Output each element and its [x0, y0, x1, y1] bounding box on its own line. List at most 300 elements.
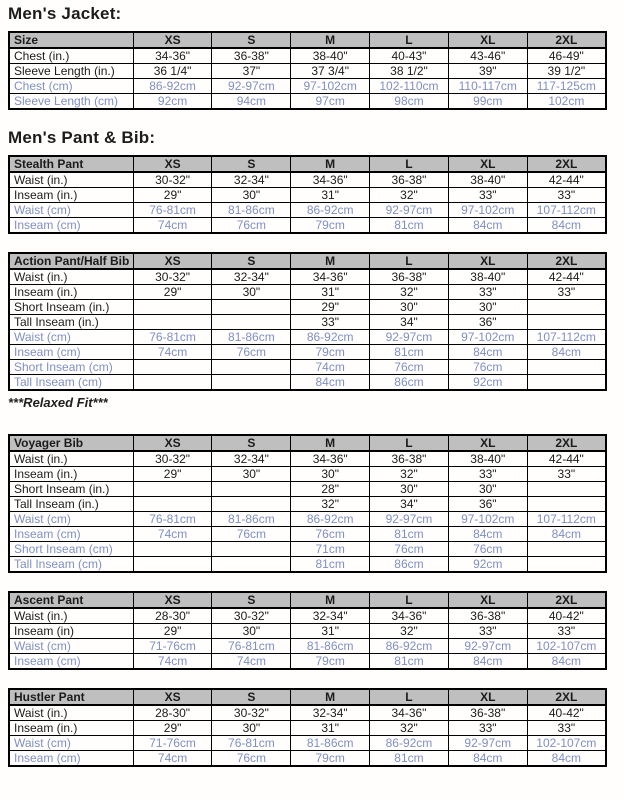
size-value-cell: 29" — [133, 721, 212, 736]
size-value-cell: 40-43" — [370, 48, 449, 64]
size-value-cell: 76-81cm — [133, 203, 212, 218]
row-label: Waist (in.) — [9, 172, 133, 188]
header-row — [9, 592, 606, 608]
size-value-cell: 92cm — [133, 94, 212, 110]
size-value-cell: 32-34" — [291, 608, 370, 624]
row-label: Waist (cm) — [9, 512, 133, 527]
column-header-m: M — [291, 435, 370, 451]
size-value-cell: 76-81cm — [133, 330, 212, 345]
size-value-cell: 97-102cm — [448, 330, 527, 345]
size-value-cell: 34-36" — [133, 48, 212, 64]
size-value-cell: 36" — [448, 315, 527, 330]
size-value-cell: 30" — [448, 482, 527, 497]
column-header-2xl: 2XL — [527, 689, 606, 705]
row-label: Inseam (in.) — [9, 188, 133, 203]
size-value-cell — [527, 482, 606, 497]
size-value-cell: 33" — [448, 188, 527, 203]
table-title-cell: Action Pant/Half Bib — [9, 253, 133, 269]
table-row-inseam-in — [9, 285, 606, 300]
size-value-cell: 76-81cm — [212, 736, 291, 751]
table-row-sleeve-length-cm — [9, 94, 606, 110]
size-value-cell: 102-107cm — [527, 639, 606, 654]
table-row-waist-cm — [9, 736, 606, 751]
table-row-waist-in — [9, 269, 606, 285]
size-value-cell: 79cm — [291, 751, 370, 767]
size-value-cell: 74cm — [133, 218, 212, 234]
size-value-cell: 76-81cm — [133, 512, 212, 527]
size-value-cell: 92-97cm — [448, 736, 527, 751]
size-value-cell: 40-42" — [527, 608, 606, 624]
row-label: Short Inseam (in.) — [9, 300, 133, 315]
size-value-cell: 97-102cm — [448, 203, 527, 218]
size-value-cell: 42-44" — [527, 451, 606, 467]
size-value-cell: 36-38" — [448, 608, 527, 624]
size-value-cell: 30" — [448, 300, 527, 315]
size-value-cell — [212, 360, 291, 375]
table-row-chest-in — [9, 48, 606, 64]
table-row-sleeve-length-in — [9, 64, 606, 79]
size-value-cell: 30-32" — [212, 608, 291, 624]
size-value-cell: 92cm — [448, 375, 527, 391]
size-table-hustler-pant — [8, 688, 607, 767]
size-value-cell: 30-32" — [133, 172, 212, 188]
size-value-cell: 84cm — [527, 345, 606, 360]
size-value-cell: 34-36" — [291, 451, 370, 467]
size-value-cell: 33" — [527, 467, 606, 482]
column-header-xl: XL — [448, 689, 527, 705]
table-row-short-inseam-in — [9, 482, 606, 497]
size-value-cell: 84cm — [527, 218, 606, 234]
column-header-m: M — [291, 32, 370, 48]
size-value-cell: 30" — [370, 300, 449, 315]
size-value-cell: 74cm — [212, 654, 291, 670]
size-value-cell: 86-92cm — [291, 203, 370, 218]
row-label: Inseam (in) — [9, 624, 133, 639]
size-value-cell: 107-112cm — [527, 203, 606, 218]
row-label: Inseam (cm) — [9, 654, 133, 670]
header-row — [9, 32, 606, 48]
column-header-xs: XS — [133, 253, 212, 269]
table-row-short-inseam-in — [9, 300, 606, 315]
size-value-cell: 81cm — [370, 751, 449, 767]
table-row-waist-cm — [9, 512, 606, 527]
row-label: Inseam (cm) — [9, 751, 133, 767]
table-row-waist-cm — [9, 330, 606, 345]
size-value-cell: 79cm — [291, 218, 370, 234]
column-header-s: S — [212, 156, 291, 172]
table-row-short-inseam-cm — [9, 360, 606, 375]
table-title-cell: Hustler Pant — [9, 689, 133, 705]
row-label: Inseam (in.) — [9, 467, 133, 482]
size-value-cell: 92cm — [448, 557, 527, 573]
size-value-cell: 36-38" — [212, 48, 291, 64]
size-value-cell: 33" — [527, 624, 606, 639]
column-header-l: L — [370, 253, 449, 269]
size-value-cell: 107-112cm — [527, 512, 606, 527]
size-value-cell: 76cm — [212, 527, 291, 542]
size-value-cell: 33" — [448, 721, 527, 736]
table-row-inseam-cm — [9, 527, 606, 542]
size-value-cell — [133, 300, 212, 315]
size-value-cell: 36" — [448, 497, 527, 512]
size-value-cell: 28-30" — [133, 705, 212, 721]
table-row-waist-in — [9, 705, 606, 721]
size-value-cell: 86-92cm — [133, 79, 212, 94]
table-row-tall-inseam-cm — [9, 375, 606, 391]
size-value-cell: 30" — [212, 285, 291, 300]
column-header-m: M — [291, 253, 370, 269]
size-value-cell: 31" — [291, 188, 370, 203]
size-value-cell: 76cm — [448, 360, 527, 375]
column-header-l: L — [370, 435, 449, 451]
size-value-cell: 92-97cm — [212, 79, 291, 94]
size-value-cell: 38-40" — [448, 451, 527, 467]
size-value-cell: 99cm — [448, 94, 527, 110]
row-label: Chest (cm) — [9, 79, 133, 94]
size-value-cell: 81cm — [370, 527, 449, 542]
size-value-cell: 79cm — [291, 654, 370, 670]
table-row-inseam-cm — [9, 751, 606, 767]
size-value-cell: 33" — [448, 624, 527, 639]
size-value-cell: 97-102cm — [291, 79, 370, 94]
column-header-xl: XL — [448, 435, 527, 451]
column-header-m: M — [291, 156, 370, 172]
size-value-cell: 32" — [370, 467, 449, 482]
row-label: Tall Inseam (in.) — [9, 497, 133, 512]
column-header-m: M — [291, 689, 370, 705]
size-value-cell: 84cm — [291, 375, 370, 391]
row-label: Inseam (cm) — [9, 527, 133, 542]
column-header-xl: XL — [448, 32, 527, 48]
size-value-cell — [527, 557, 606, 573]
size-value-cell — [212, 315, 291, 330]
size-value-cell — [212, 557, 291, 573]
size-value-cell: 84cm — [448, 218, 527, 234]
size-value-cell: 102-107cm — [527, 736, 606, 751]
size-value-cell: 40-42" — [527, 705, 606, 721]
size-value-cell — [527, 542, 606, 557]
size-value-cell: 32-34" — [291, 705, 370, 721]
size-value-cell: 30-32" — [133, 269, 212, 285]
size-value-cell: 36-38" — [370, 172, 449, 188]
size-value-cell: 76cm — [448, 542, 527, 557]
size-value-cell: 92-97cm — [370, 330, 449, 345]
size-value-cell: 94cm — [212, 94, 291, 110]
table-row-chest-cm — [9, 79, 606, 94]
size-value-cell: 84cm — [527, 527, 606, 542]
size-value-cell — [212, 482, 291, 497]
size-value-cell: 42-44" — [527, 172, 606, 188]
size-table-stealth-pant — [8, 155, 607, 234]
size-value-cell: 76cm — [212, 218, 291, 234]
size-value-cell: 30" — [212, 467, 291, 482]
row-label: Waist (in.) — [9, 451, 133, 467]
size-value-cell: 81-86cm — [212, 203, 291, 218]
size-value-cell: 84cm — [527, 751, 606, 767]
size-value-cell: 43-46" — [448, 48, 527, 64]
table-row-tall-inseam-in — [9, 315, 606, 330]
size-value-cell: 92-97cm — [448, 639, 527, 654]
column-header-l: L — [370, 592, 449, 608]
table-row-short-inseam-cm — [9, 542, 606, 557]
size-value-cell: 39 1/2" — [527, 64, 606, 79]
size-value-cell: 38 1/2" — [370, 64, 449, 79]
section-title-men-s-pant-bib: Men's Pant & Bib: — [8, 128, 156, 147]
size-value-cell: 34-36" — [370, 705, 449, 721]
header-row — [9, 435, 606, 451]
size-value-cell: 32-34" — [212, 172, 291, 188]
row-label: Waist (cm) — [9, 203, 133, 218]
size-table-voyager-bib — [8, 434, 607, 573]
size-value-cell: 84cm — [448, 654, 527, 670]
table-note-action-pant-half-bib: ***Relaxed Fit*** — [8, 395, 108, 410]
size-value-cell: 30" — [291, 467, 370, 482]
size-value-cell: 110-117cm — [448, 79, 527, 94]
size-value-cell: 36-38" — [448, 705, 527, 721]
size-value-cell: 29" — [133, 188, 212, 203]
row-label: Short Inseam (cm) — [9, 360, 133, 375]
column-header-xl: XL — [448, 253, 527, 269]
size-value-cell: 81cm — [291, 557, 370, 573]
size-value-cell: 97-102cm — [448, 512, 527, 527]
size-value-cell: 92-97cm — [370, 203, 449, 218]
size-value-cell: 81-86cm — [212, 512, 291, 527]
size-value-cell: 81-86cm — [212, 330, 291, 345]
column-header-l: L — [370, 689, 449, 705]
size-value-cell — [133, 482, 212, 497]
size-value-cell: 98cm — [370, 94, 449, 110]
column-header-m: M — [291, 592, 370, 608]
header-row — [9, 156, 606, 172]
size-value-cell: 86-92cm — [370, 736, 449, 751]
column-header-s: S — [212, 32, 291, 48]
table-row-waist-cm — [9, 203, 606, 218]
row-label: Waist (in.) — [9, 608, 133, 624]
size-value-cell: 76cm — [212, 751, 291, 767]
size-value-cell: 81-86cm — [291, 639, 370, 654]
size-value-cell: 37 3/4" — [291, 64, 370, 79]
size-value-cell: 71cm — [291, 542, 370, 557]
table-row-inseam-in — [9, 188, 606, 203]
table-row-waist-cm — [9, 639, 606, 654]
row-label: Sleeve Length (in.) — [9, 64, 133, 79]
size-value-cell: 86cm — [370, 557, 449, 573]
row-label: Sleeve Length (cm) — [9, 94, 133, 110]
size-value-cell — [133, 497, 212, 512]
table-row-inseam-in — [9, 624, 606, 639]
size-value-cell: 29" — [133, 467, 212, 482]
size-value-cell — [527, 315, 606, 330]
size-value-cell — [133, 315, 212, 330]
row-label: Short Inseam (in.) — [9, 482, 133, 497]
size-value-cell: 36-38" — [370, 451, 449, 467]
column-header-xs: XS — [133, 689, 212, 705]
size-value-cell: 30" — [212, 188, 291, 203]
column-header-xs: XS — [133, 32, 212, 48]
size-value-cell: 30" — [370, 482, 449, 497]
size-value-cell: 84cm — [448, 345, 527, 360]
section-title-men-s-jacket: Men's Jacket: — [8, 4, 122, 23]
size-value-cell: 34-36" — [370, 608, 449, 624]
row-label: Inseam (in.) — [9, 285, 133, 300]
size-value-cell: 71-76cm — [133, 639, 212, 654]
size-value-cell: 46-49" — [527, 48, 606, 64]
size-value-cell: 30" — [212, 721, 291, 736]
size-value-cell: 84cm — [448, 751, 527, 767]
column-header-xl: XL — [448, 592, 527, 608]
size-value-cell: 32" — [370, 721, 449, 736]
size-value-cell: 74cm — [133, 654, 212, 670]
table-row-waist-in — [9, 451, 606, 467]
size-value-cell: 86-92cm — [291, 512, 370, 527]
size-value-cell: 33" — [448, 467, 527, 482]
size-value-cell: 31" — [291, 285, 370, 300]
size-value-cell — [212, 497, 291, 512]
size-value-cell — [527, 300, 606, 315]
size-value-cell: 30-32" — [133, 451, 212, 467]
size-value-cell: 74cm — [133, 527, 212, 542]
size-value-cell: 39" — [448, 64, 527, 79]
size-value-cell: 74cm — [291, 360, 370, 375]
size-value-cell: 33" — [291, 315, 370, 330]
column-header-s: S — [212, 592, 291, 608]
column-header-xs: XS — [133, 435, 212, 451]
size-value-cell: 107-112cm — [527, 330, 606, 345]
size-value-cell: 29" — [133, 624, 212, 639]
column-header-2xl: 2XL — [527, 253, 606, 269]
size-value-cell: 34-36" — [291, 172, 370, 188]
size-value-cell: 32" — [291, 497, 370, 512]
size-value-cell: 29" — [133, 285, 212, 300]
sections-container — [8, 4, 615, 767]
size-value-cell: 76cm — [212, 345, 291, 360]
size-value-cell: 81cm — [370, 345, 449, 360]
size-value-cell: 102cm — [527, 94, 606, 110]
size-value-cell: 33" — [527, 285, 606, 300]
size-value-cell: 74cm — [133, 751, 212, 767]
size-value-cell: 32" — [370, 285, 449, 300]
size-value-cell: 86-92cm — [291, 330, 370, 345]
size-value-cell: 84cm — [448, 527, 527, 542]
size-value-cell: 97cm — [291, 94, 370, 110]
table-row-inseam-cm — [9, 218, 606, 234]
size-value-cell: 117-125cm — [527, 79, 606, 94]
size-value-cell — [212, 375, 291, 391]
size-value-cell: 71-76cm — [133, 736, 212, 751]
table-row-tall-inseam-in — [9, 497, 606, 512]
column-header-s: S — [212, 253, 291, 269]
size-value-cell: 31" — [291, 624, 370, 639]
column-header-s: S — [212, 689, 291, 705]
row-label: Short Inseam (cm) — [9, 542, 133, 557]
column-header-2xl: 2XL — [527, 592, 606, 608]
table-title-cell: Stealth Pant — [9, 156, 133, 172]
size-value-cell — [212, 542, 291, 557]
size-value-cell — [527, 375, 606, 391]
row-label: Inseam (cm) — [9, 218, 133, 234]
column-header-xs: XS — [133, 592, 212, 608]
size-value-cell: 38-40" — [448, 172, 527, 188]
column-header-l: L — [370, 32, 449, 48]
row-label: Waist (in.) — [9, 269, 133, 285]
size-value-cell: 32" — [370, 624, 449, 639]
table-row-waist-in — [9, 608, 606, 624]
size-value-cell: 38-40" — [291, 48, 370, 64]
table-title-cell: Ascent Pant — [9, 592, 133, 608]
size-value-cell — [527, 497, 606, 512]
size-value-cell: 32" — [370, 188, 449, 203]
size-value-cell: 33" — [448, 285, 527, 300]
size-value-cell: 102-110cm — [370, 79, 449, 94]
size-value-cell: 76cm — [370, 360, 449, 375]
size-value-cell: 74cm — [133, 345, 212, 360]
size-value-cell: 79cm — [291, 345, 370, 360]
size-value-cell: 32-34" — [212, 269, 291, 285]
column-header-xl: XL — [448, 156, 527, 172]
size-value-cell — [527, 360, 606, 375]
size-value-cell: 42-44" — [527, 269, 606, 285]
size-value-cell: 32-34" — [212, 451, 291, 467]
row-label: Waist (cm) — [9, 736, 133, 751]
size-value-cell: 76cm — [291, 527, 370, 542]
table-row-inseam-in — [9, 467, 606, 482]
header-row — [9, 253, 606, 269]
row-label: Chest (in.) — [9, 48, 133, 64]
column-header-s: S — [212, 435, 291, 451]
size-value-cell — [133, 360, 212, 375]
column-header-2xl: 2XL — [527, 435, 606, 451]
size-value-cell: 30" — [212, 624, 291, 639]
size-value-cell: 28-30" — [133, 608, 212, 624]
row-label: Tall Inseam (in.) — [9, 315, 133, 330]
table-row-inseam-cm — [9, 345, 606, 360]
table-row-tall-inseam-cm — [9, 557, 606, 573]
size-table-ascent-pant — [8, 591, 607, 670]
table-title-cell: Size — [9, 32, 133, 48]
column-header-2xl: 2XL — [527, 156, 606, 172]
row-label: Waist (in.) — [9, 705, 133, 721]
size-value-cell — [133, 557, 212, 573]
table-title-cell: Voyager Bib — [9, 435, 133, 451]
size-value-cell: 29" — [291, 300, 370, 315]
size-value-cell — [133, 375, 212, 391]
size-value-cell: 37" — [212, 64, 291, 79]
table-row-waist-in — [9, 172, 606, 188]
column-header-l: L — [370, 156, 449, 172]
size-value-cell: 81-86cm — [291, 736, 370, 751]
size-value-cell: 36 1/4" — [133, 64, 212, 79]
header-row — [9, 689, 606, 705]
size-value-cell: 86-92cm — [370, 639, 449, 654]
size-value-cell — [212, 300, 291, 315]
column-header-2xl: 2XL — [527, 32, 606, 48]
size-value-cell: 30-32" — [212, 705, 291, 721]
row-label: Waist (cm) — [9, 330, 133, 345]
size-value-cell: 92-97cm — [370, 512, 449, 527]
size-value-cell: 76-81cm — [212, 639, 291, 654]
row-label: Tall Inseam (cm) — [9, 375, 133, 391]
size-value-cell: 34" — [370, 497, 449, 512]
size-value-cell: 34" — [370, 315, 449, 330]
size-value-cell: 31" — [291, 721, 370, 736]
size-value-cell: 36-38" — [370, 269, 449, 285]
size-value-cell: 76cm — [370, 542, 449, 557]
column-header-xs: XS — [133, 156, 212, 172]
size-value-cell: 33" — [527, 721, 606, 736]
row-label: Inseam (cm) — [9, 345, 133, 360]
size-value-cell: 86cm — [370, 375, 449, 391]
size-value-cell: 84cm — [527, 654, 606, 670]
